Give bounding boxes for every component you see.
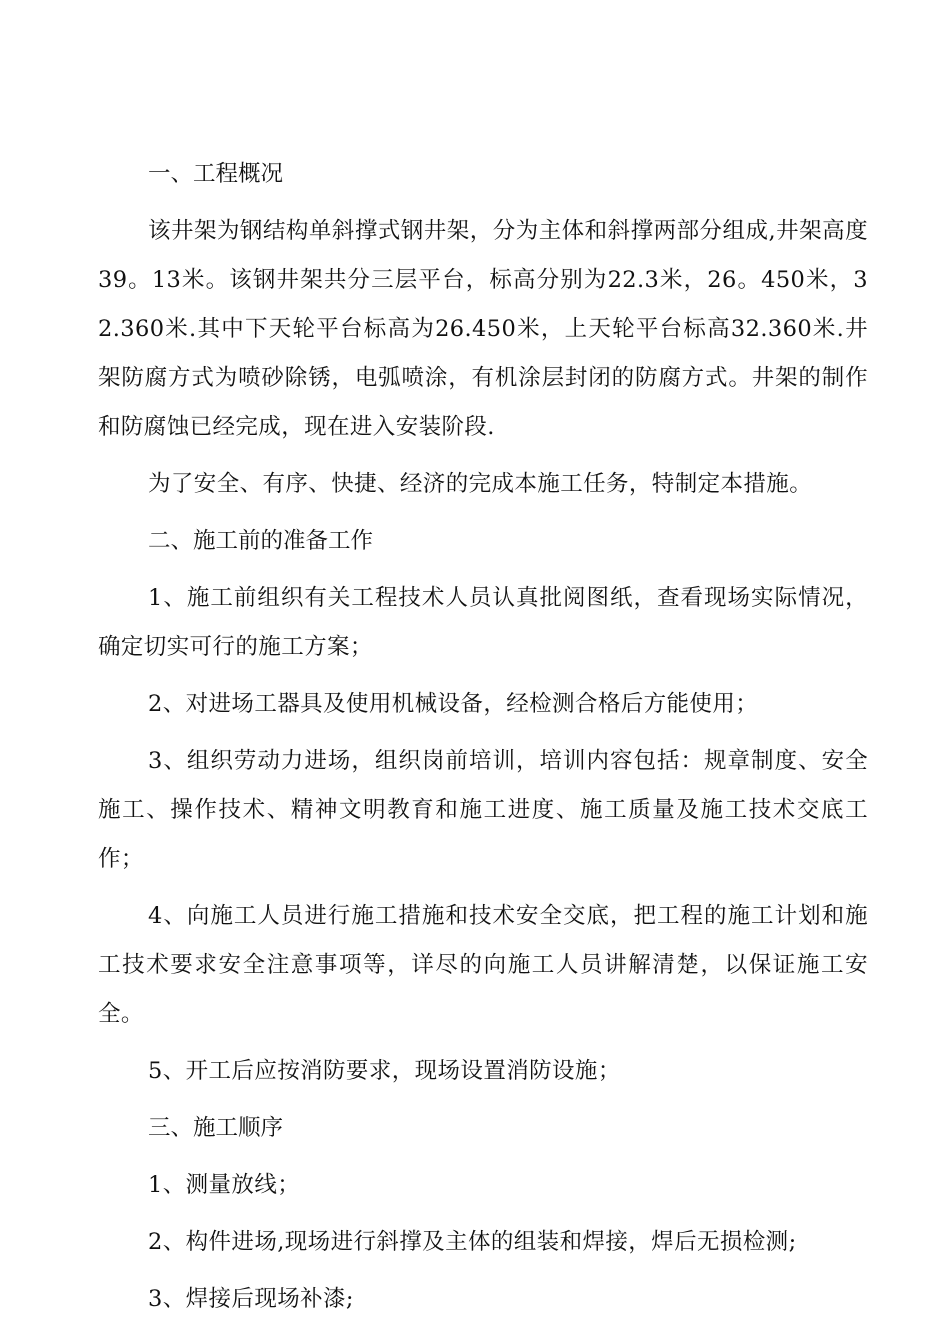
paragraph: 1、施工前组织有关工程技术人员认真批阅图纸，查看现场实际情况，确定切实可行的施工方案； bbox=[98, 585, 868, 660]
paragraph: 2、对进场工器具及使用机械设备，经检测合格后方能使用； bbox=[148, 691, 759, 717]
section-heading: 三、施工顺序 bbox=[148, 1115, 284, 1141]
section-heading: 二、施工前的准备工作 bbox=[148, 528, 374, 554]
paragraph: 5、开工后应按消防要求，现场设置消防设施； bbox=[148, 1058, 621, 1084]
paragraph: 1、测量放线； bbox=[148, 1172, 301, 1198]
document-page bbox=[98, 150, 868, 1332]
paragraph: 2、构件进场,现场进行斜撑及主体的组装和焊接，焊后无损检测; bbox=[148, 1229, 797, 1255]
paragraph: 4、向施工人员进行施工措施和技术安全交底，把工程的施工计划和施工技术要求安全注意事项等，详尽的向施工人员讲解清楚，以保证施工安全。 bbox=[98, 903, 868, 1027]
paragraph: 该井架为钢结构单斜撑式钢井架，分为主体和斜撑两部分组成,井架高度39。13米。该钢井架共分三层平台，标高分别为22.3米，26。450米，32.360米.其中下天轮平台标高为26.450米，上天轮平台标高32.360米.井架防腐方式为喷砂除锈，电弧喷涂，有机涂层封闭的防腐方式。井架的制作和防腐蚀已经完成，现在进入安装阶段. bbox=[98, 218, 868, 440]
paragraph: 为了安全、有序、快捷、经济的完成本施工任务，特制定本措施。 bbox=[148, 471, 813, 497]
paragraph: 3、组织劳动力进场，组织岗前培训，培训内容包括：规章制度、安全施工、操作技术、精神文明教育和施工进度、施工质量及施工技术交底工作； bbox=[98, 748, 868, 872]
section-heading: 一、工程概况 bbox=[148, 161, 284, 187]
paragraph: 3、焊接后现场补漆; bbox=[148, 1286, 354, 1312]
